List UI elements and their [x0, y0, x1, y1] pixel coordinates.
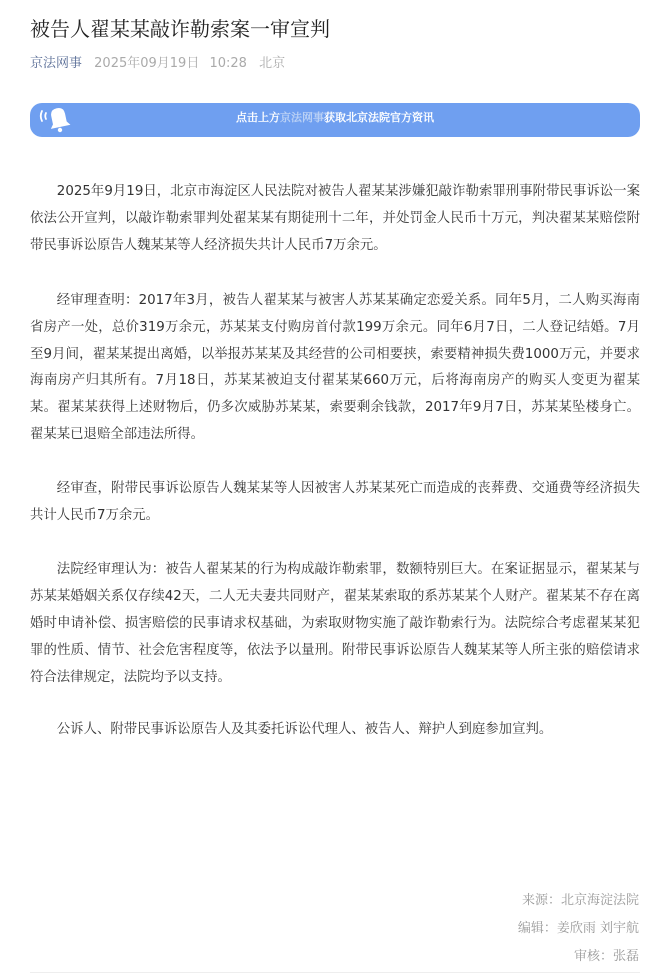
- account-name-link[interactable]: 京法网事: [30, 56, 83, 71]
- article-body: [30, 179, 640, 769]
- paragraph-court-opinion: 法院经审理认为：被告人翟某某的行为构成敲诈勒索罪，数额特别巨大。在案证据显示，翟某某与苏某某婚姻关系仅存续42天，二人无夫妻共同财产，翟某某索取的系苏某某个人财产。翟某某不存在离婚时申请补偿、损害赔偿的民事请求权基础，为索取财物实施了敲诈勒索行为。法院综合考虑翟某某犯罪的性质、情节、社会危害程度等，依法予以量刑。附带民事诉讼原告人魏某某等人所主张的赔偿请求符合法律规定，法院均予以支持。: [30, 561, 640, 685]
- publish-time: 10:28: [209, 56, 247, 71]
- paragraph-attendance: 公诉人、附带民事诉讼原告人及其委托诉讼代理人、被告人、辩护人到庭参加宣判。: [56, 721, 553, 737]
- banner-suffix: 获取北京法院官方资讯: [324, 111, 434, 124]
- bottom-divider: [30, 972, 640, 973]
- article-credits: [518, 887, 639, 971]
- banner-prefix: 点击上方: [236, 111, 280, 124]
- credit-editors: 编辑：姜欣雨 刘宇航: [517, 921, 639, 936]
- banner-account-link[interactable]: 京法网事: [280, 111, 324, 124]
- publish-date: 2025年09月19日: [94, 56, 200, 71]
- credit-source: 来源：北京海淀法院: [521, 893, 639, 908]
- follow-banner[interactable]: [30, 103, 640, 137]
- paragraph-facts: 经审理查明：2017年3月，被告人翟某某与被害人苏某某确定恋爱关系。同年5月，二人购买海南省房产一处，总价319万余元，苏某某支付购房首付款199万余元。同年6月7日，二人登记结婚。7月至9月间，翟某某提出离婚，以举报苏某某及其经营的公司相要挟，索要精神损失费1000万元，并要求海南房产归其所有。7月18日，苏某某被迫支付翟某某660万元，后将海南房产的购买人变更为翟某某。翟某某获得上述财物后，仍多次威胁苏某某，索要剩余钱款，2017年9月7日，苏某某坠楼身亡。翟某某已退赔全部违法所得。: [30, 292, 640, 443]
- paragraph-civil-losses: 经审查，附带民事诉讼原告人魏某某等人因被害人苏某某死亡而造成的丧葬费、交通费等经济损失共计人民币7万余元。: [30, 481, 640, 524]
- credit-reviewer: 审核：张磊: [573, 949, 639, 964]
- article-meta: [30, 54, 285, 74]
- follow-banner-text: [30, 103, 640, 137]
- paragraph-verdict: 2025年9月19日，北京市海淀区人民法院对被告人翟某某涉嫌犯敲诈勒索罪刑事附带民事诉讼一案依法公开宣判，以敲诈勒索罪判处翟某某有期徒刑十二年，并处罚金人民币十万元，判决翟某某赔偿附带民事诉讼原告人魏某某等人经济损失共计人民币7万余元。: [30, 184, 640, 253]
- publish-location: 北京: [259, 56, 286, 71]
- article-title: 被告人翟某某敲诈勒索案一审宣判: [30, 17, 330, 41]
